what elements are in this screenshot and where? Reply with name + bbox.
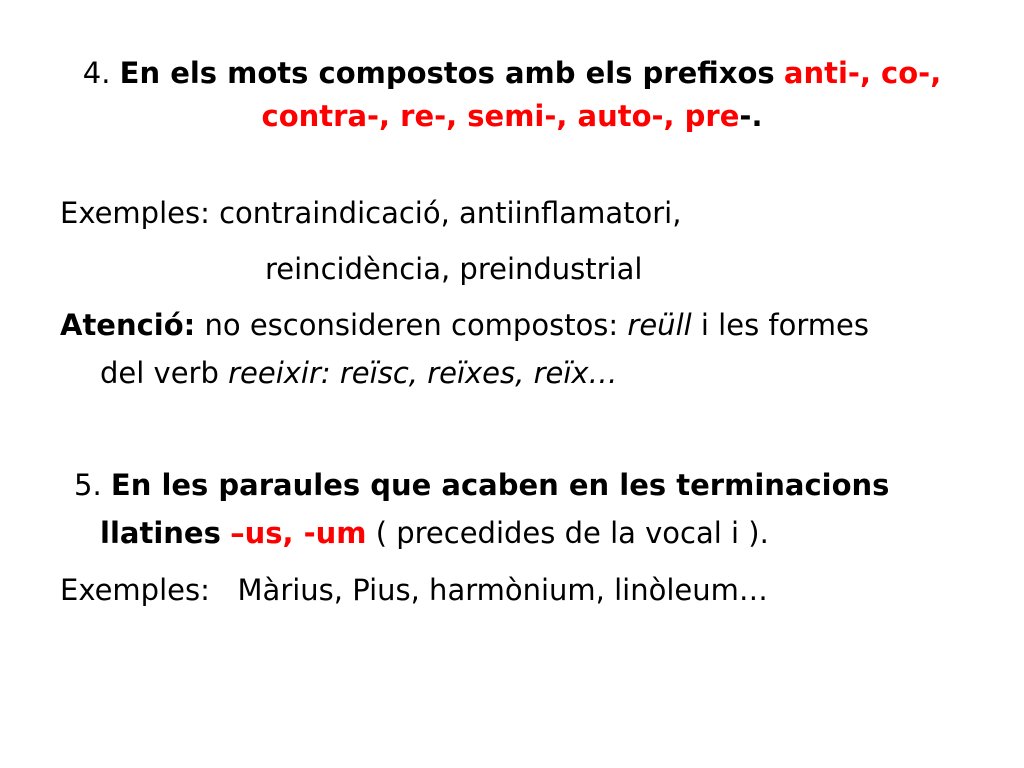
attention-verb-forms: reeixir: reïsc, reïxes, reïx… xyxy=(228,356,618,390)
attention-text-2: i les formes xyxy=(700,308,869,342)
title-prefixes-2: contra-, re-, semi-, auto-, pre xyxy=(261,99,740,133)
examples2-line xyxy=(60,570,980,610)
section5-line-2 xyxy=(100,513,1020,553)
attention-text-1: no esconsideren compostos: xyxy=(204,308,619,342)
examples-line-1 xyxy=(60,193,980,233)
attention-label: Atenció: xyxy=(60,308,196,342)
examples-words-1: contraindicació, antiinflamatori, xyxy=(219,196,682,230)
slide-title xyxy=(40,52,984,138)
examples-words-2: reincidència, preindustrial xyxy=(265,252,643,286)
examples-label: Exemples: xyxy=(60,196,210,230)
examples2-words: Màrius, Pius, harmònium, linòleum… xyxy=(237,573,768,607)
section5-terminations: –us, -um xyxy=(230,516,367,550)
section5-number: 5. xyxy=(74,468,102,502)
title-bold-text: En els mots compostos amb els prefixos xyxy=(119,56,775,90)
attention-line-2 xyxy=(100,353,1020,393)
attention-text-3: del verb xyxy=(100,356,219,390)
section5-line-1 xyxy=(74,465,994,505)
section5-bold-2: llatines xyxy=(100,516,221,550)
title-end: -. xyxy=(739,99,763,133)
section5-bold-1: En les paraules que acaben en les terminacions xyxy=(110,468,890,502)
examples2-label: Exemples: xyxy=(60,573,210,607)
attention-line-1 xyxy=(60,305,980,345)
examples-line-2 xyxy=(265,249,1024,289)
attention-word-reull: reüll xyxy=(627,308,692,342)
section5-rest: ( precedides de la vocal i ). xyxy=(375,516,769,550)
title-number: 4. xyxy=(82,56,111,90)
title-prefixes-1: anti-, co-, xyxy=(783,56,942,90)
